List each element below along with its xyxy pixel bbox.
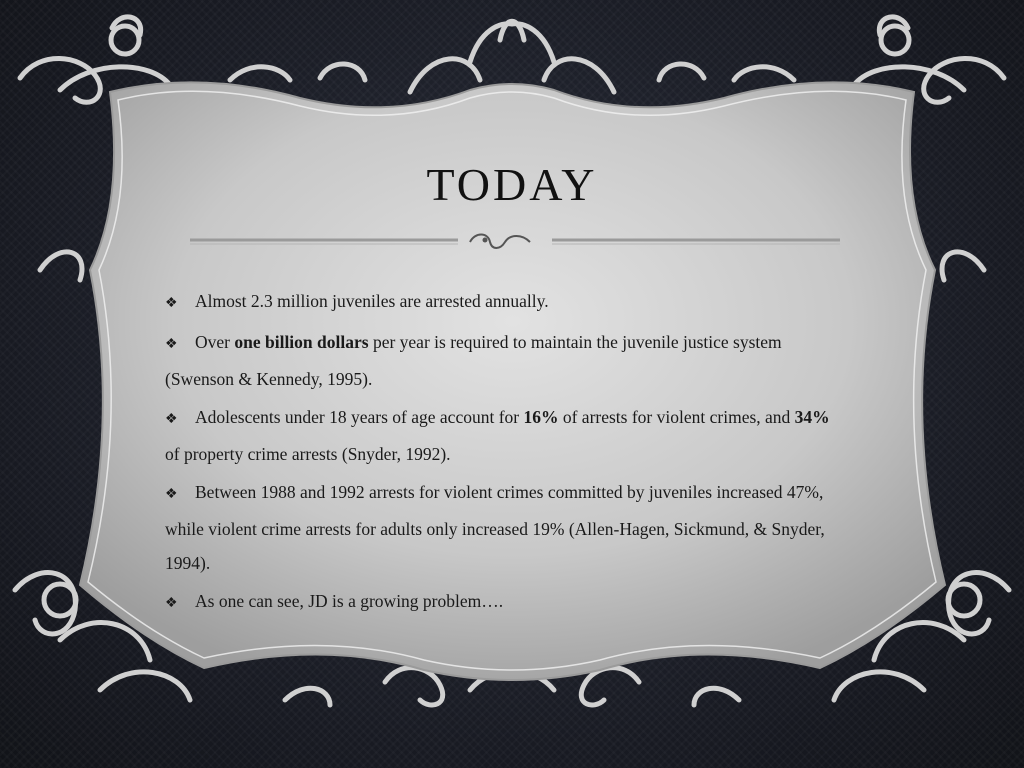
slide-title: TODAY: [426, 159, 598, 210]
four-petal-diamond-icon: ❖: [165, 487, 178, 502]
bullet-list: [165, 284, 830, 625]
list-item: ❖ Over one billion dollars per year is required to maintain the juvenile justice system (Swenson & Kennedy, 1995).: [165, 325, 830, 396]
four-petal-diamond-icon: ❖: [165, 412, 178, 427]
four-petal-diamond-icon: ❖: [165, 337, 178, 352]
list-item: ❖ Almost 2.3 million juveniles are arrested annually.: [165, 284, 830, 321]
list-item: ❖ Adolescents under 18 years of age account for 16% of arrests for violent crimes, and 34% of property crime arrests (Snyder, 1992).: [165, 400, 830, 471]
four-petal-diamond-icon: ❖: [165, 296, 178, 311]
four-petal-diamond-icon: ❖: [165, 596, 178, 611]
list-item: ❖ Between 1988 and 1992 arrests for violent crimes committed by juveniles increased 47%, while violent crime arrests for adults only increased 19% (Allen-Hagen, Sickmund, & Snyder, 1994).: [165, 475, 830, 580]
list-item: ❖ As one can see, JD is a growing problem….: [165, 584, 830, 621]
